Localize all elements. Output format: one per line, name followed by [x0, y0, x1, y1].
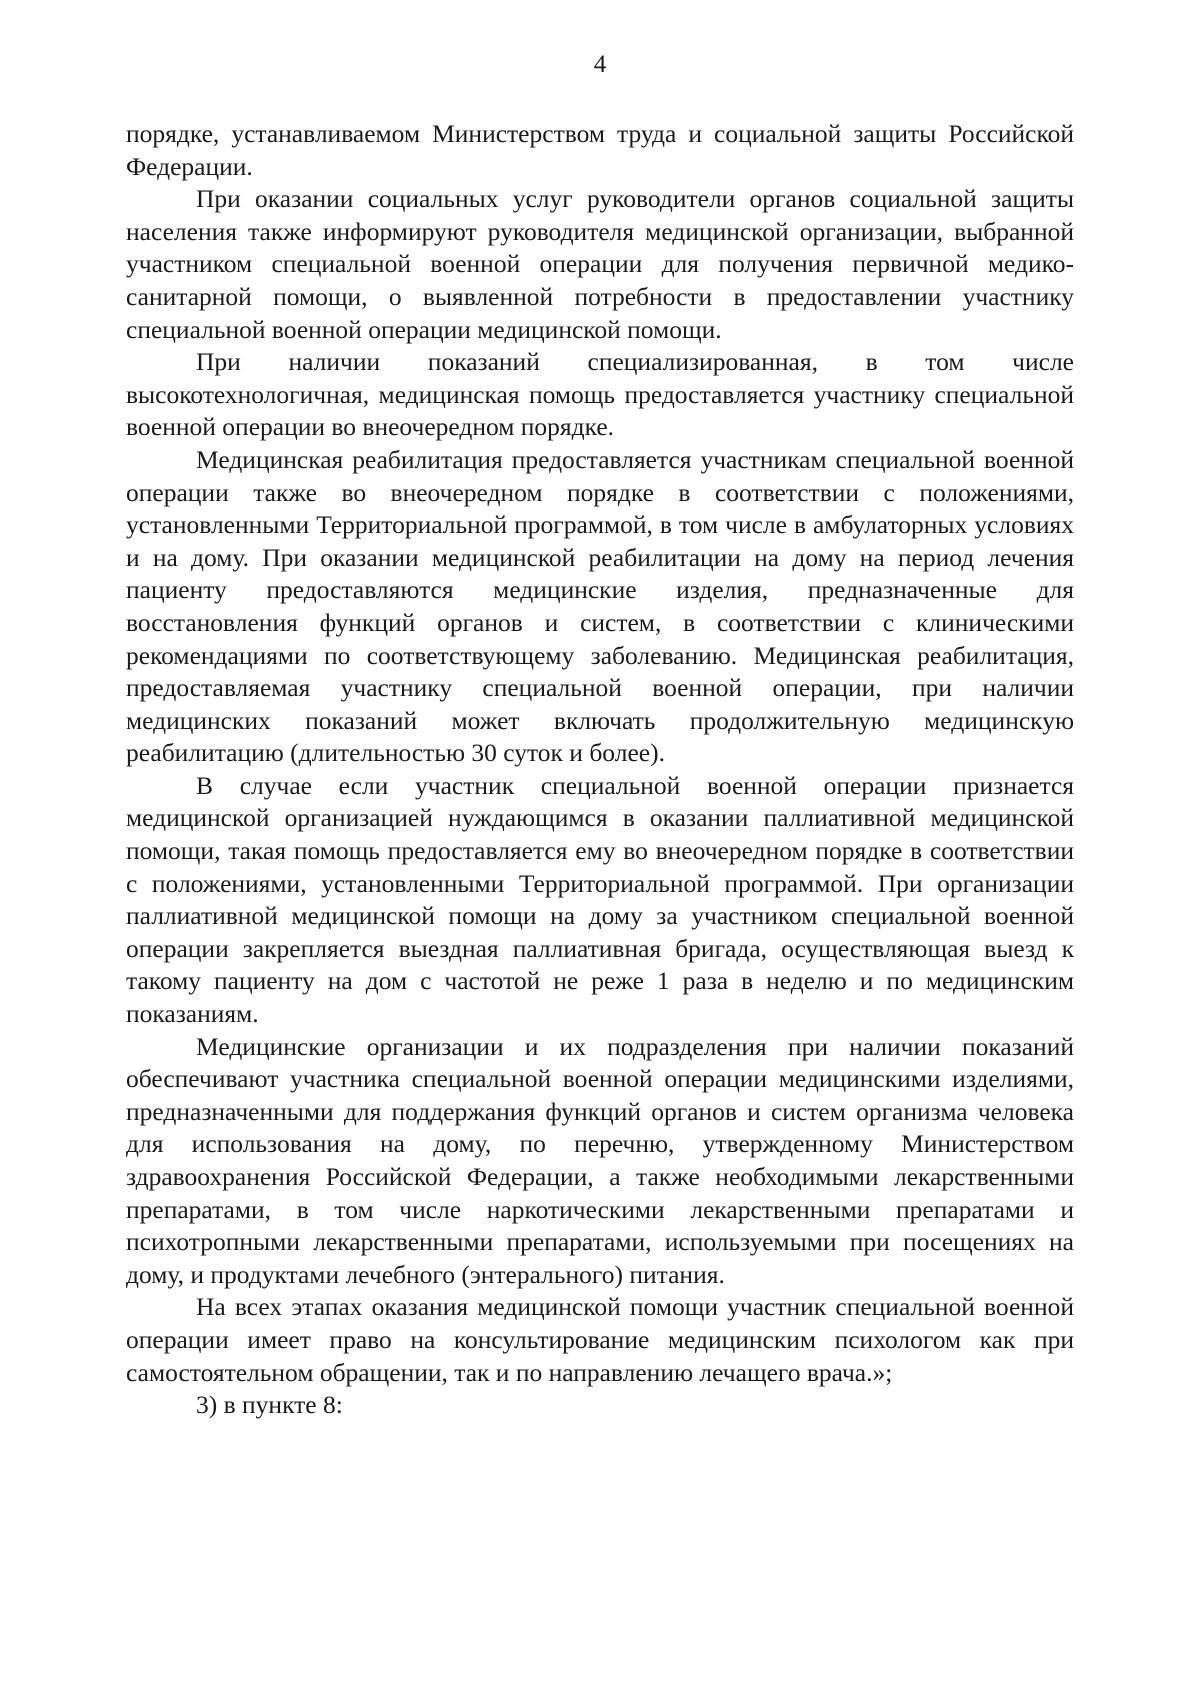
paragraph-medical-devices-and-drugs: Медицинские организации и их подразделения при наличии показаний обеспечивают участника специальной военной операции медицинскими изделиями, предназначенными для поддержания функций органов и систем организма человека для использования на дому, по перечню, утвержденному Министерством здравоохранения Российской Федерации, а также необходимыми лекарственными препаратами, в том числе наркотическими лекарственными препаратами и психотропными лекарственными препаратами, используемыми при посещениях на дому, и продуктами лечебного (энтерального) питания.: [126, 1031, 1074, 1289]
document-body: [126, 118, 1074, 1422]
paragraph-social-services-informing: При оказании социальных услуг руководители органов социальной защиты населения также информируют руководителя медицинской организации, выбранной участником специальной военной операции для получения первичной медико-санитарной помощи, о выявленной потребности в предоставлении участнику специальной военной операции медицинской помощи.: [126, 184, 1074, 344]
paragraph-palliative-care: В случае если участник специальной военной операции признается медицинской организацией нуждающимся в оказании паллиативной медицинской помощи, такая помощь предоставляется ему во внеочередном порядке в соответствии с положениями, установленными Территориальной программой. При организации паллиативной медицинской помощи на дому за участником специальной военной операции закрепляется выездная паллиативная бригада, осуществляющая выезд к такому пациенту на дом с частотой не реже 1 раза в неделю и по медицинским показаниям.: [126, 770, 1074, 1029]
paragraph-medical-rehabilitation: Медицинская реабилитация предоставляется участникам специальной военной операции также во внеочередном порядке в соответствии с положениями, установленными Территориальной программой, в том числе в амбулаторных условиях и на дому. При оказании медицинской реабилитации на дому на период лечения пациенту предоставляются медицинские изделия, предназначенные для восстановления функций органов и систем, в соответствии с клиническими рекомендациями по соответствующему заболеванию. Медицинская реабилитация, предоставляемая участнику специальной военной операции, при наличии медицинских показаний может включать продолжительную медицинскую реабилитацию (длительностью 30 суток и более).: [126, 444, 1074, 768]
paragraph-item-3: 3) в пункте 8:: [196, 1390, 343, 1420]
page-number: 4: [593, 51, 607, 78]
paragraph-continuation: порядке, устанавливаемом Министерством труда и социальной защиты Российской Федерации.: [126, 119, 1074, 181]
paragraph-psychologist-consultation: На всех этапах оказания медицинской помощи участник специальной военной операции имеет право на консультирование медицинским психологом как при самостоятельном обращении, так и по направлению лечащего врача.»;: [126, 1292, 1074, 1387]
paragraph-specialized-care: При наличии показаний специализированная, в том числе высокотехнологичная, медицинская помощь предоставляется участнику специальной военной операции во внеочередном порядке.: [126, 347, 1074, 442]
